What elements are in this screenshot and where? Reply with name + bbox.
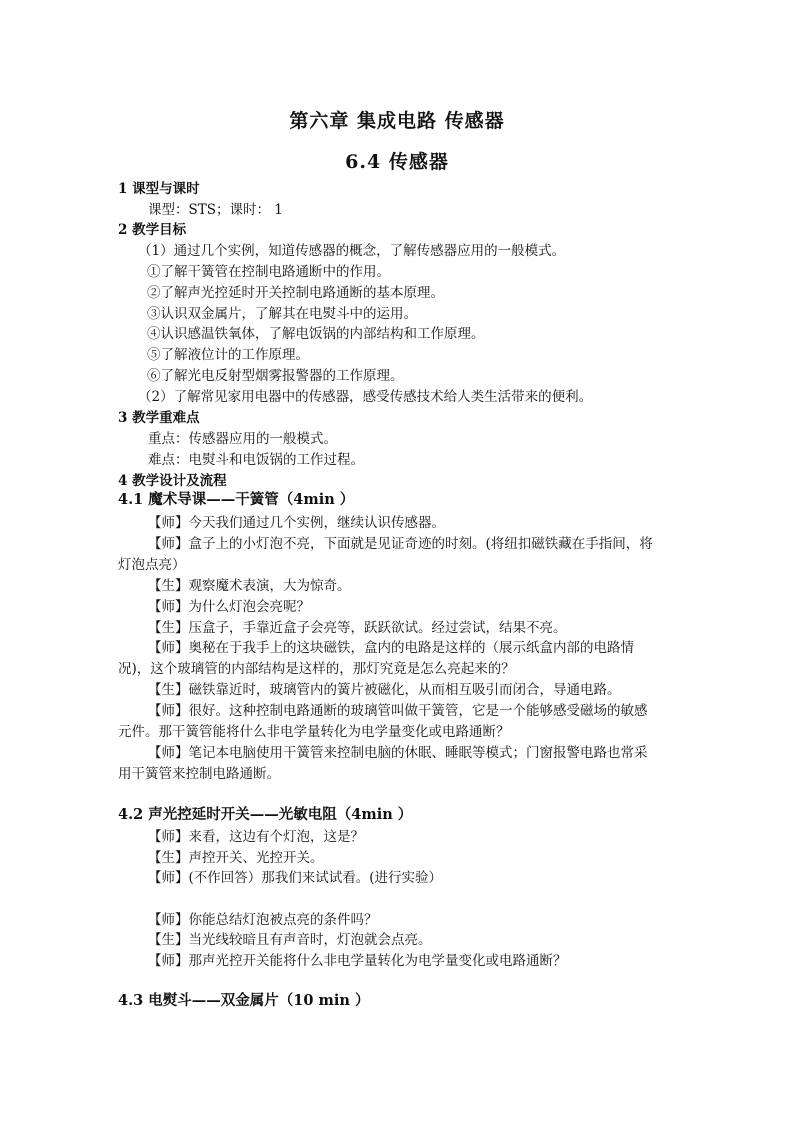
subheading-4-3: 4.3 电熨斗——双金属片（10 min ） — [118, 992, 370, 1009]
dialogue-line: 【师】你能总结灯泡被点亮的条件吗？ — [148, 912, 378, 928]
section-title: 6.4 传感器 — [345, 151, 449, 173]
difficult-point: 难点：电熨斗和电饭锅的工作过程。 — [148, 452, 364, 468]
goal-item: ④认识感温铁氧体，了解电饭锅的内部结构和工作原理。 — [147, 326, 485, 342]
dialogue-line: 况)，这个玻璃管的内部结构是这样的，那灯究竟是怎么亮起来的？ — [118, 661, 515, 677]
key-point: 重点：传感器应用的一般模式。 — [148, 431, 337, 447]
heading-teaching-goals: 2 教学目标 — [118, 222, 187, 238]
dialogue-line: 【师】奥秘在于我手上的这块磁铁，盒内的电路是这样的（展示纸盒内部的电路情 — [148, 640, 634, 656]
goal-item: ③认识双金属片，了解其在电熨斗中的运用。 — [147, 306, 417, 322]
heading-design-flow: 4 教学设计及流程 — [118, 473, 227, 489]
dialogue-line: 【生】当光线较暗且有声音时，灯泡就会点亮。 — [148, 932, 432, 948]
chapter-title: 第六章 集成电路 传感器 — [289, 110, 505, 132]
subheading-4-2: 4.2 声光控延时开关——光敏电阻（4min ） — [118, 806, 413, 823]
goal-item: ①了解干簧管在控制电路通断中的作用。 — [147, 264, 390, 280]
dialogue-line: 【生】压盒子，手靠近盒子会亮等，跃跃欲试。经过尝试，结果不亮。 — [148, 620, 567, 636]
goal-item: ⑤了解液位计的工作原理。 — [147, 347, 309, 363]
dialogue-line: 【师】(不作回答）那我们来试试看。(进行实验） — [148, 870, 443, 886]
dialogue-line: 【师】那声光控开关能将什么非电学量转化为电学量变化或电路通断？ — [148, 953, 567, 969]
dialogue-line: 用干簧管来控制电路通断。 — [118, 766, 280, 782]
dialogue-line: 【师】盒子上的小灯泡不亮，下面就是见证奇迹的时刻。(将纽扣磁铁藏在手指间，将 — [148, 536, 653, 552]
lesson-type-line: 课型：STS；课时： 1 — [148, 202, 283, 218]
goal-1: （1）通过几个实例，知道传感器的概念，了解传感器应用的一般模式。 — [138, 243, 566, 259]
heading-key-points: 3 教学重难点 — [118, 410, 200, 426]
dialogue-line: 元件。那干簧管能将什么非电学量转化为电学量变化或电路通断？ — [118, 724, 510, 740]
dialogue-line: 【师】今天我们通过几个实例，继续认识传感器。 — [148, 515, 445, 531]
dialogue-line: 【生】磁铁靠近时，玻璃管内的簧片被磁化，从而相互吸引而闭合，导通电路。 — [148, 682, 621, 698]
heading-lesson-type: 1 课型与课时 — [118, 181, 200, 197]
dialogue-line: 【师】笔记本电脑使用干簧管来控制电脑的休眠、睡眠等模式；门窗报警电路也常采 — [148, 745, 648, 761]
goal-2: （2）了解常见家用电器中的传感器，感受传感技术给人类生活带来的便利。 — [138, 389, 593, 405]
goal-item: ⑥了解光电反射型烟雾报警器的工作原理。 — [147, 368, 404, 384]
dialogue-line: 【师】为什么灯泡会亮呢？ — [148, 599, 310, 615]
dialogue-line: 【师】很好。这种控制电路通断的玻璃管叫做干簧管，它是一个能够感受磁场的敏感 — [148, 703, 648, 719]
dialogue-line: 【师】来看，这边有个灯泡，这是？ — [148, 829, 364, 845]
goal-item: ②了解声光控延时开关控制电路通断的基本原理。 — [147, 285, 444, 301]
subheading-4-1: 4.1 魔术导课——干簧管（4min ） — [118, 491, 355, 508]
dialogue-line: 【生】声控开关、光控开关。 — [148, 850, 324, 866]
dialogue-line: 灯泡点亮） — [118, 557, 186, 573]
dialogue-line: 【生】观察魔术表演，大为惊奇。 — [148, 578, 351, 594]
